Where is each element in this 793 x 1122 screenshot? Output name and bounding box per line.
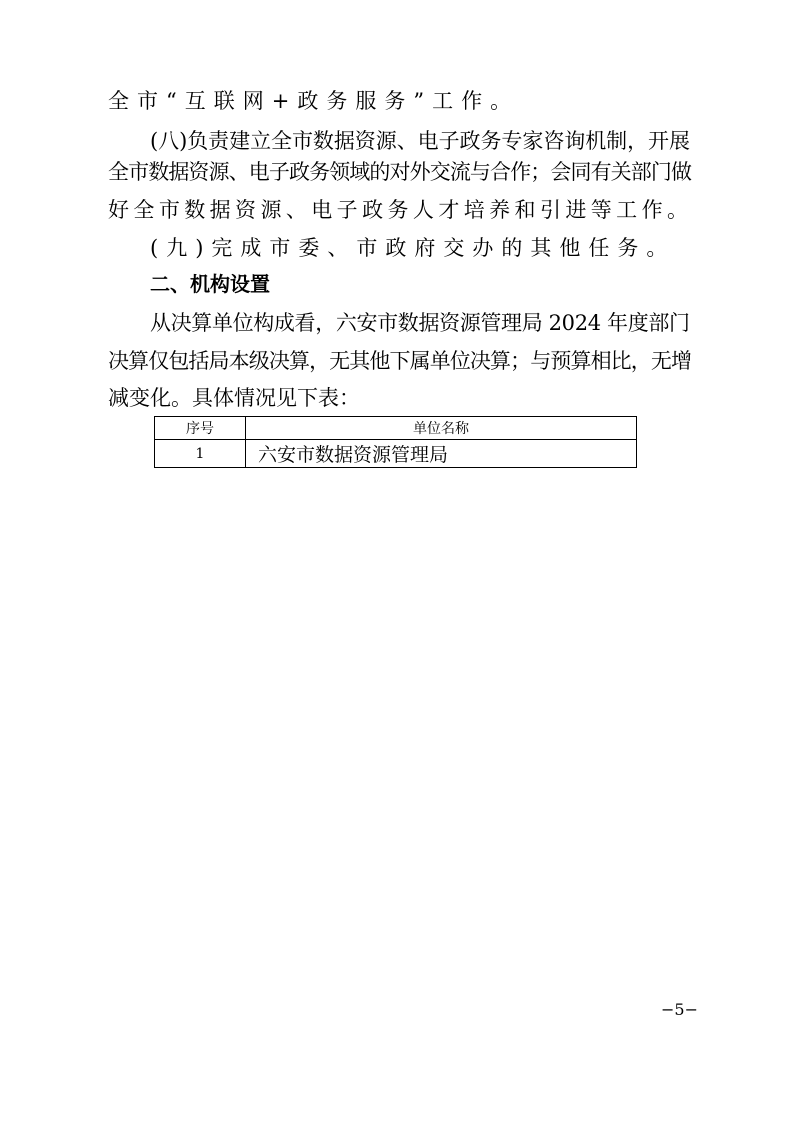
paragraph-line: 全市数据资源、电子政务领域的对外交流与合作；会同有关部门做 [108,160,692,184]
cell-serial-number: 1 [155,440,246,468]
header-serial-number: 序号 [155,417,246,440]
page-number: −5− [661,1000,698,1019]
header-unit-name: 单位名称 [246,417,637,440]
cell-unit-name: 六安市数据资源管理局 [246,440,637,468]
paragraph-line: 全市“互联网+政务服务”工作。 [108,89,520,113]
units-table [154,416,637,468]
table-row [155,440,637,468]
paragraph-line: 从决算单位构成看，六安市数据资源管理局 2024 年度部门 [150,311,690,335]
section-heading: 二、机构设置 [150,272,270,296]
paragraph-line: (九)完成市委、市政府交办的其他任务。 [150,236,676,260]
table-header-row [155,417,637,440]
paragraph-line: 好全市数据资源、电子政务人才培养和引进等工作。 [108,198,693,222]
paragraph-line: (八)负责建立全市数据资源、电子政务专家咨询机制，开展 [150,129,690,153]
paragraph-line: 决算仅包括局本级决算，无其他下属单位决算；与预算相比，无增 [108,349,692,373]
paragraph-line: 减变化。具体情况见下表： [108,386,360,410]
